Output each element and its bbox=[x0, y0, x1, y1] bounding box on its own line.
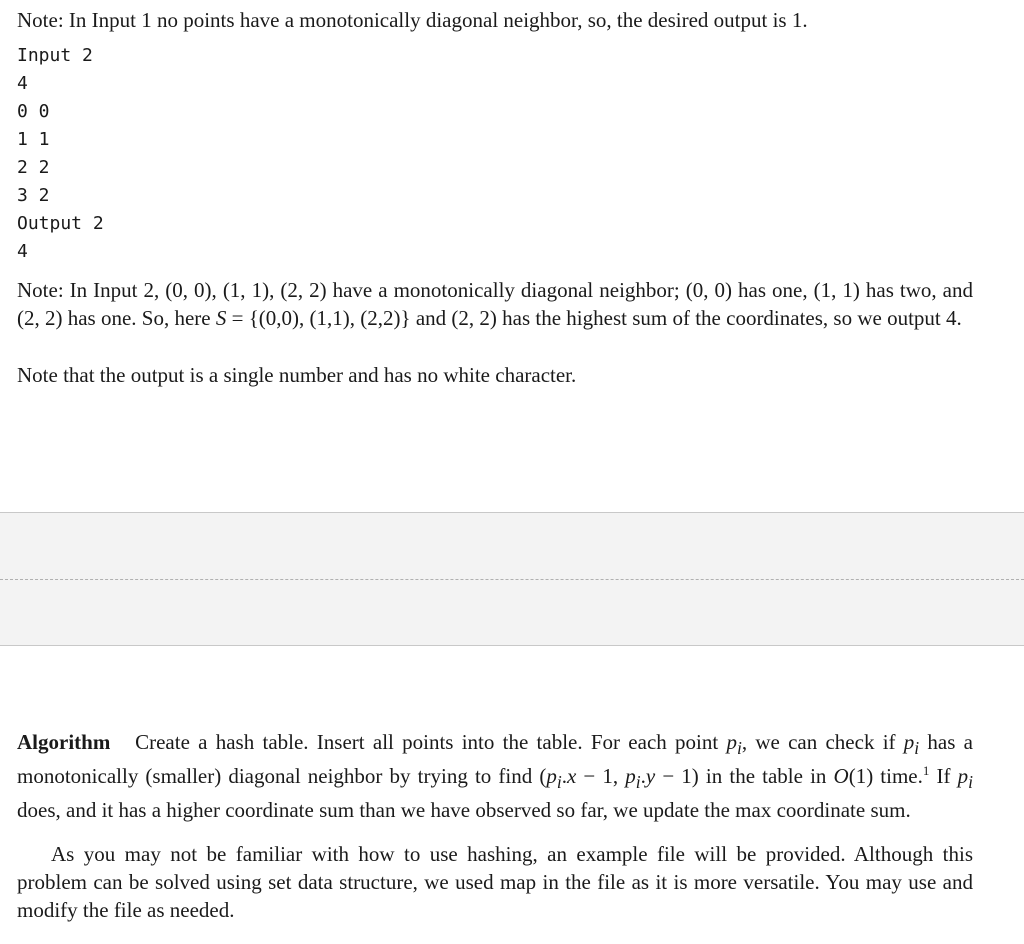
input-line: 2 2 bbox=[17, 157, 50, 178]
output-line: 4 bbox=[17, 241, 28, 262]
sample-io-block bbox=[17, 42, 317, 266]
algo-text: , we can check if bbox=[741, 730, 904, 754]
algorithm-paragraph: Algorithm Create a hash table. Insert all points into the table. For each point $p_i$, we can check if $p_i$ has a monotonically (smaller) diagonal neighbor by trying to find ($p_i.x - 1$, $p_i.y - 1$) in the table in O(1) time.$^1$ If $p_i$ does, and it has a higher coordinate sum than we have observed so far, we update the max coordinate sum. bbox=[17, 730, 973, 823]
math-neighbor-expression: ($p_i.x - 1$, $p_i.y - 1$) bbox=[539, 764, 699, 793]
algo-text: If bbox=[929, 764, 958, 789]
input-line: 3 2 bbox=[17, 185, 50, 206]
note2-part2: and (2, 2) has the highest sum of the coordinates, so we output 4. bbox=[410, 306, 962, 330]
note-input-1: Note: In Input 1 no points have a monotonically diagonal neighbor, so, the desired output is 1. bbox=[17, 8, 808, 32]
math-set-variable: S bbox=[215, 306, 227, 330]
input-line: 0 0 bbox=[17, 101, 50, 122]
output-label: Output 2 bbox=[17, 213, 104, 234]
hashing-paragraph: As you may not be familiar with how to use hashing, an example file will be provided. Although this problem can be solved using set data structure, we used map in the file as it is more versatile. You may use and modify the file as needed. bbox=[17, 842, 973, 922]
algo-text: in the table in bbox=[698, 764, 834, 789]
math-set-value: = {(0,0), (1,1), (2,2)} bbox=[226, 306, 411, 330]
algo-text: (1) time. bbox=[848, 764, 923, 789]
algo-text: has a monotonically (smaller) diagonal neighbor by trying to find bbox=[17, 730, 973, 789]
algo-text: does, and it has a higher coordinate sum than we have observed so far, we update the max coordinate sum. bbox=[17, 798, 911, 823]
math-big-o: O bbox=[833, 764, 849, 789]
math-pi: p bbox=[726, 730, 737, 754]
note2-part1: Note: In Input 2, (0, 0), (1, 1), (2, 2) have a monotonically diagonal neighbor; (0, 0) has one, (1, 1) has two, and (2, 2) has one. So, here bbox=[17, 278, 973, 330]
input-label: Input 2 bbox=[17, 45, 93, 66]
blank-band bbox=[0, 512, 1024, 646]
dashed-divider bbox=[0, 579, 1024, 580]
note-output-format: Note that the output is a single number and has no white character. bbox=[17, 363, 577, 387]
math-subscript: i bbox=[736, 738, 742, 759]
input-line: 1 1 bbox=[17, 129, 50, 150]
algo-text: Create a hash table. Insert all points into the table. For each point bbox=[135, 730, 727, 754]
algorithm-heading: Algorithm bbox=[17, 730, 111, 754]
input-line: 4 bbox=[17, 73, 28, 94]
footnote-marker: 1 bbox=[922, 763, 930, 779]
note-input-2 bbox=[17, 276, 973, 332]
